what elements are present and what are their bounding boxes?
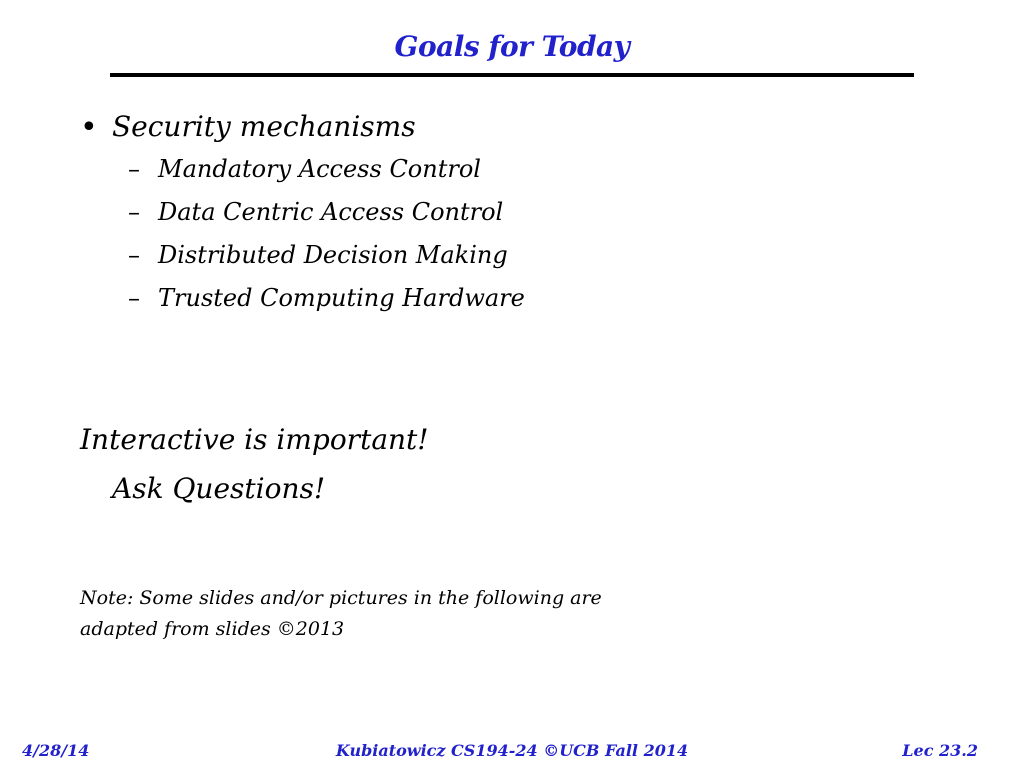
footer-course: Kubiatowicz CS194-24 ©UCB Fall 2014	[335, 741, 689, 760]
note-line: Note: Some slides and/or pictures in the following are	[80, 587, 602, 609]
sub-bullet-text: Distributed Decision Making	[158, 241, 508, 269]
dash-icon: –	[128, 198, 140, 226]
footer-date: 4/28/14	[22, 741, 90, 760]
sub-bullet-text: Mandatory Access Control	[158, 155, 481, 183]
dash-icon: –	[128, 155, 140, 183]
bullet-dot-icon: •	[80, 110, 98, 145]
dash-icon: –	[128, 284, 140, 312]
title-divider	[110, 73, 914, 77]
bullet-text: Security mechanisms	[112, 110, 416, 143]
attribution-note	[80, 583, 602, 645]
note-line: adapted from slides ©2013	[80, 618, 345, 640]
sub-bullet-text: Trusted Computing Hardware	[158, 284, 525, 312]
sub-bullet-text: Data Centric Access Control	[158, 198, 504, 226]
interactive-line: Interactive is important!	[80, 423, 429, 456]
ask-questions-line: Ask Questions!	[112, 472, 326, 505]
slide-title: Goals for Today	[394, 30, 630, 63]
footer-lecture-number: Lec 23.2	[902, 741, 978, 760]
dash-icon: –	[128, 241, 140, 269]
